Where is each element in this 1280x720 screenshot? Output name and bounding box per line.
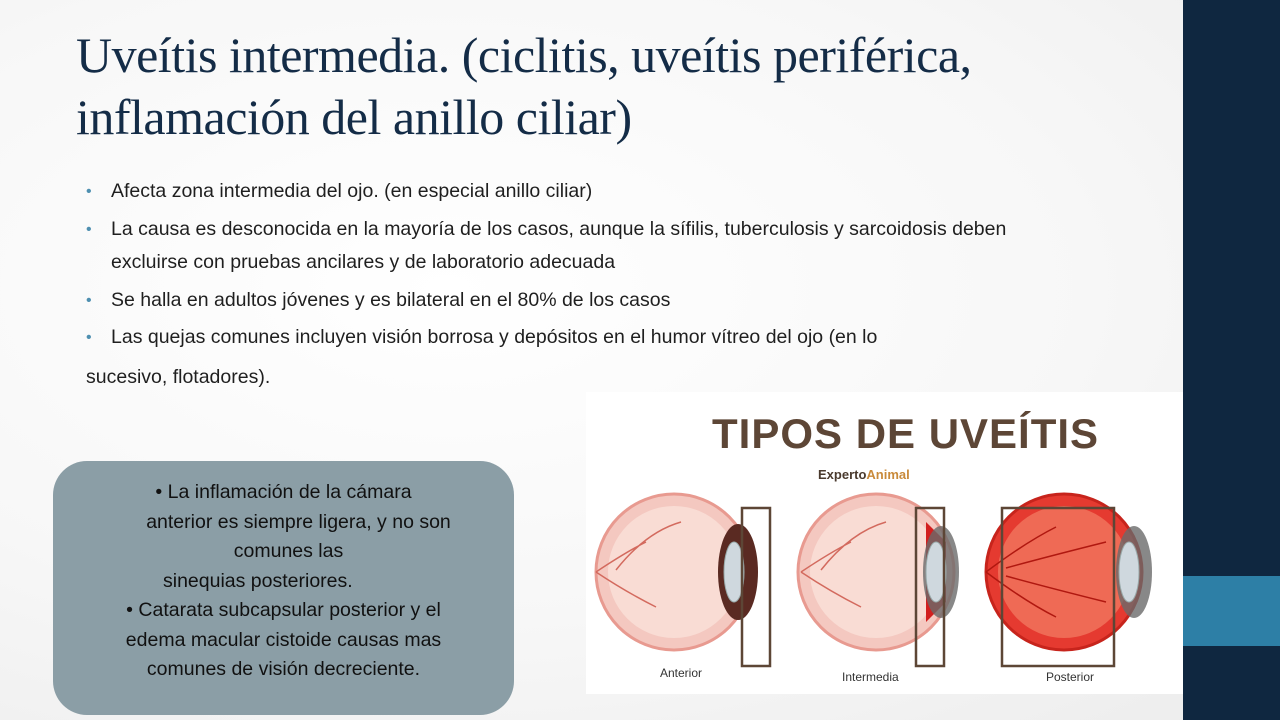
label-posterior: Posterior (1046, 670, 1095, 684)
label-anterior: Anterior (660, 666, 703, 680)
figure-brand-logo (818, 467, 910, 482)
callout-line: comunes de visión decreciente. (146, 658, 421, 680)
callout-line: sinequias posteriores. (163, 569, 353, 592)
brand-suffix: Animal (866, 467, 910, 482)
sidebar-accent-block (1183, 576, 1280, 646)
bullet-text: Afecta zona intermedia del ojo. (en especial anillo ciliar) (111, 180, 593, 202)
bullet-list (86, 176, 1086, 359)
bullet-item (86, 176, 1086, 207)
bullet-item (86, 322, 1086, 353)
bullet-text: La causa es desconocida en la mayoría de los casos, aunque la sífilis, tuberculosis y sarcoidosis deben excluirse con pruebas ancilares y de laboratorio adecuada (111, 218, 1007, 273)
label-intermediate: Intermedia (842, 670, 899, 684)
eye-posterior-icon (986, 494, 1152, 650)
callout-line: • La inflamación de la cámara (155, 481, 412, 503)
callout-text (53, 478, 514, 685)
bullet-text: Se halla en adultos jóvenes y es bilateral en el 80% de los casos (111, 289, 671, 311)
eye-intermediate-icon (798, 494, 959, 650)
bullet-item (86, 213, 1086, 279)
brand-prefix: Experto (818, 467, 867, 482)
bullet-item (86, 285, 1086, 316)
bullet-marker: • (86, 329, 92, 346)
callout-line: comunes las (233, 540, 344, 562)
bullet-continuation: sucesivo, flotadores). (86, 366, 271, 388)
callout-line: • Catarata subcapsular posterior y el (126, 599, 441, 621)
eye-anterior-icon (596, 494, 758, 650)
bullet-marker: • (86, 183, 92, 200)
callout-line: edema macular cistoide causas mas (125, 628, 442, 651)
bullet-text: Las quejas comunes incluyen visión borrosa y depósitos en el humor vítreo del ojo (en lo (111, 326, 878, 348)
bullet-marker: • (86, 221, 92, 238)
bullet-marker: • (86, 292, 92, 309)
callout-line: anterior es siempre ligera, y no son (146, 510, 451, 533)
slide-title: Uveítis intermedia. (ciclitis, uveítis periférica, inflamación del anillo ciliar) (76, 27, 972, 145)
figure-title: TIPOS DE UVEÍTIS (712, 410, 1100, 457)
